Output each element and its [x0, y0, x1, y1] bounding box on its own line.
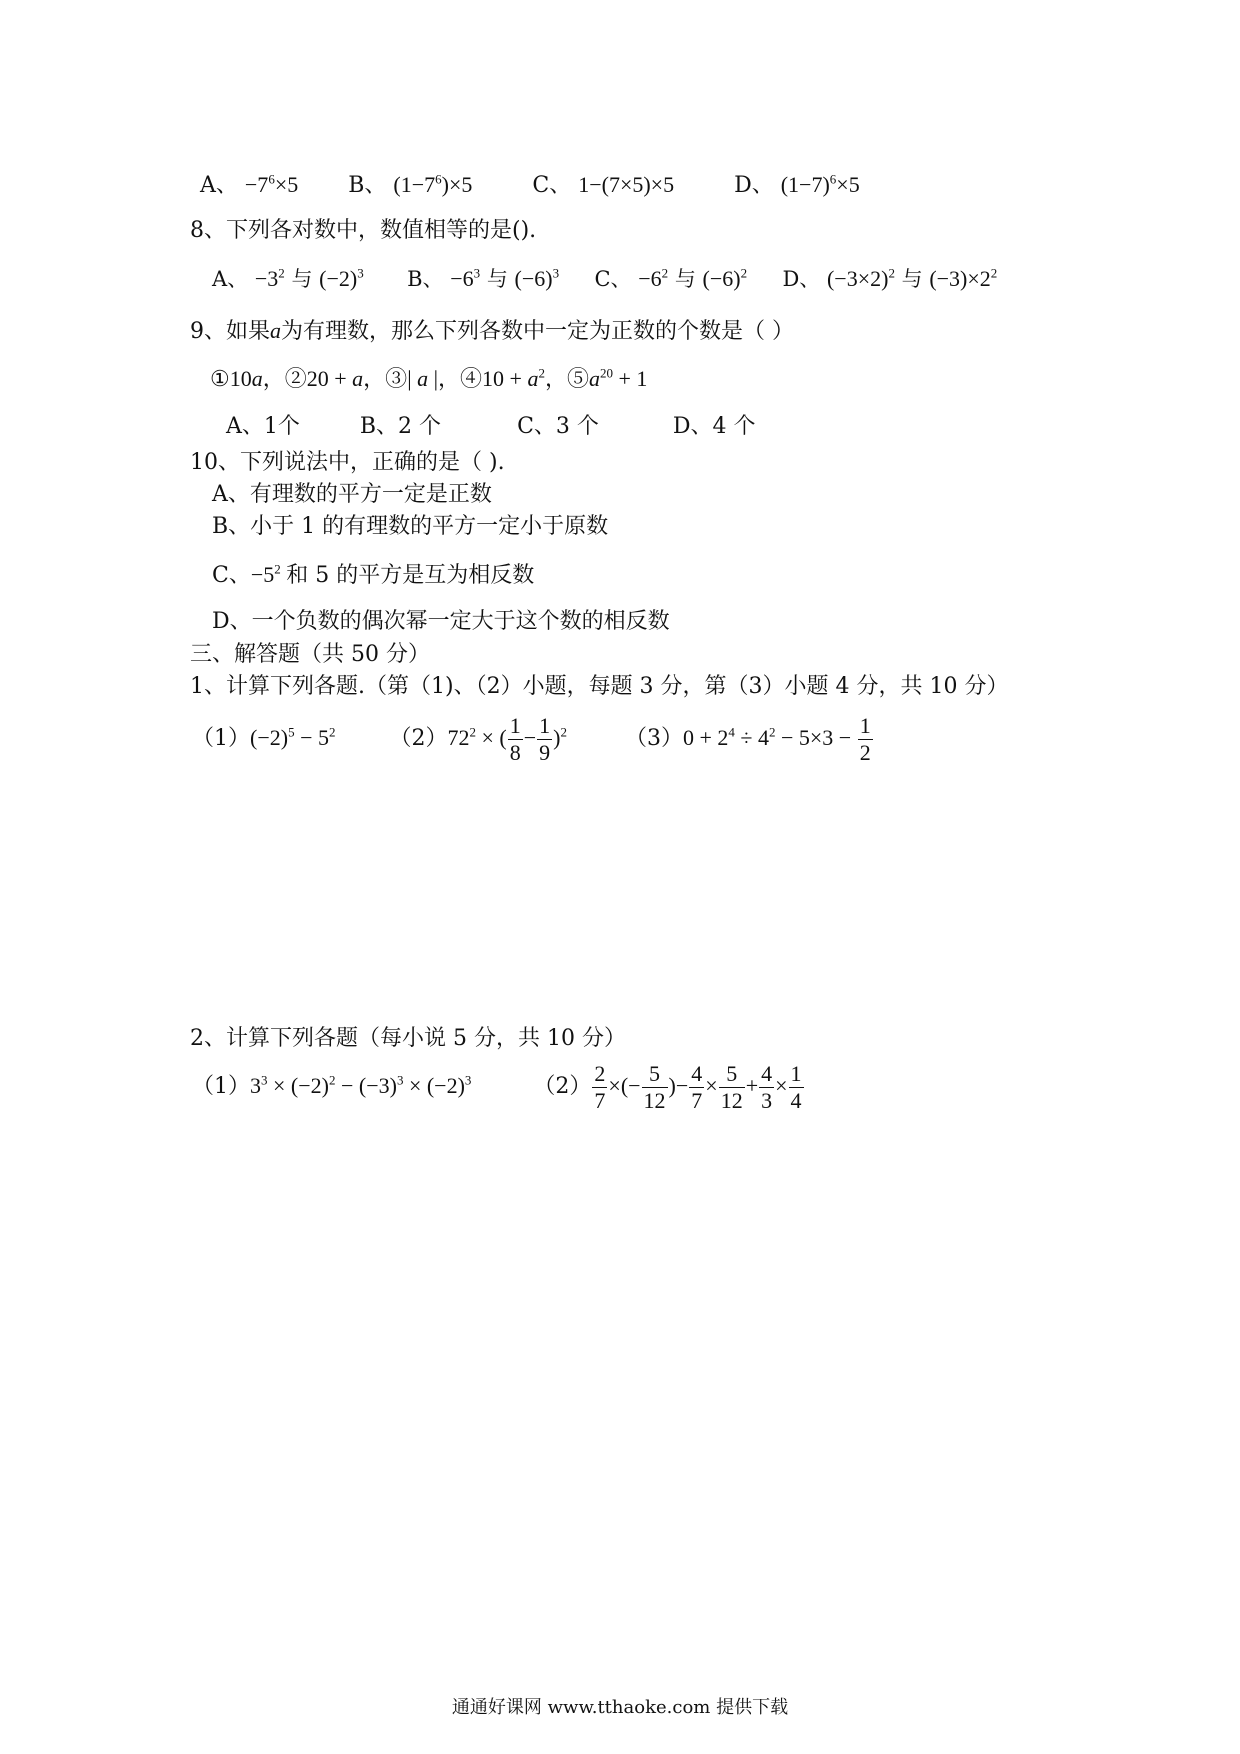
q8-options-row — [212, 264, 997, 294]
p1-sub3-label: （3） — [624, 726, 683, 751]
q7-option-b-label: B、 — [348, 173, 387, 198]
q9-item2-expr: 20 + a — [306, 366, 364, 391]
q8-option-b-expr2: $(-6)^3$ — [514, 265, 560, 291]
q10-option-d: D、一个负数的偶次幂一定大于这个数的相反数 — [212, 609, 670, 634]
q9-option-c: C、3 个 — [517, 414, 599, 439]
q8-option-a-expr2: $(-2)^3$ — [319, 265, 364, 291]
p2-sub1-label: （1） — [192, 1074, 250, 1099]
q7-option-c-label: C、 — [532, 173, 572, 198]
p2-sub2-expr: $\frac{2}{7}$ ×(− $\frac{5}{12}$ )− $\frac{4}{7}$ × $\frac{5}{12}$ + $\frac{4}{3}$ × $\frac{1}{4}$ — [594, 1061, 802, 1114]
q9-stem-start: 9、如果 — [190, 319, 270, 344]
q8-option-d-label: D、 — [782, 267, 821, 291]
p1-sub3-expr: $0 + 2^4 \div 4^2 - 5\times 3$ − $\frac{1}{2}$ — [682, 713, 871, 766]
q9-stem-rest: 为有理数，那么下列各数中一定为正数的个数是（ ） — [281, 319, 794, 344]
q9-item4-label: ，④ — [438, 367, 483, 392]
q8-option-c-expr2: $(-6)^2$ — [702, 265, 748, 291]
q8-stem: 8、下列各对数中，数值相等的是(). — [190, 218, 537, 243]
q9-option-d: D、4 个 — [672, 414, 756, 439]
q9-option-b: B、2 个 — [359, 414, 442, 439]
q7-options-row — [200, 170, 860, 201]
section3-heading: 三、解答题（共 50 分） — [190, 642, 430, 667]
q7-option-d-label: D、 — [734, 173, 774, 198]
q9-item1-expr: 10a — [229, 366, 263, 391]
p1-sub2-label: （2） — [389, 726, 448, 751]
q8-option-c-connector: 与 — [674, 267, 696, 291]
q7-option-d-expr: $(1-7)^6\times 5$ — [780, 171, 860, 197]
q9-item3-expr: | a | — [407, 366, 438, 391]
q10-stem: 10、下列说法中，正确的是（ ). — [190, 450, 505, 475]
q7-option-b-expr: $(1-7^6)\times 5$ — [393, 171, 473, 197]
q8-option-b-expr1: $-6^3$ — [450, 265, 481, 291]
q9-item3-label: ，③ — [363, 367, 408, 392]
q9-item5-expr: $a^{20} + 1$ — [588, 365, 648, 391]
q8-option-a-expr1: $-3^2$ — [254, 265, 285, 291]
p2-sub1-expr: $3^3 \times (-2)^2 - (-3)^3 \times (-2)^3$ — [250, 1072, 472, 1098]
p1-sub1-expr: $(-2)^5 - 5^2$ — [250, 724, 336, 750]
q9-items-row — [210, 364, 647, 395]
footer-text: 通通好课网 www.tthaoke.com 提供下载 — [451, 1697, 789, 1718]
q9-option-a: A、1个 — [226, 414, 300, 439]
q7-option-a-label: A、 — [200, 173, 238, 198]
q8-option-b-label: B、 — [407, 267, 444, 291]
q9-stem — [190, 316, 794, 347]
q9-item1-label: ① — [210, 367, 230, 392]
q8-option-a-label: A、 — [212, 267, 249, 291]
q8-option-b-connector: 与 — [486, 267, 508, 291]
q10-option-c-label: C、 — [212, 563, 251, 588]
q10-option-a: A、有理数的平方一定是正数 — [212, 482, 492, 507]
q7-option-c-expr: 1−(7×5)×5 — [578, 172, 675, 197]
q10-option-c — [212, 560, 534, 591]
p1-stem: 1、计算下列各题.（第（1)、（2）小题，每题 3 分，第（3）小题 4 分，共 10 分） — [190, 674, 1009, 699]
p1-subproblems-row — [192, 712, 874, 766]
q9-item4-expr: $10 + a^2$ — [482, 365, 545, 391]
q8-option-c-expr1: $-6^2$ — [638, 265, 669, 291]
q9-options-row — [226, 412, 756, 442]
q7-option-a-expr: $-7^6\times 5$ — [244, 171, 299, 197]
q8-option-d-expr1: $(-3\times 2)^2$ — [826, 265, 895, 291]
q9-stem-variable: a — [270, 318, 281, 343]
p2-stem: 2、计算下列各题（每小说 5 分，共 10 分） — [190, 1026, 626, 1051]
p2-subproblems-row — [192, 1056, 805, 1117]
p2-sub2-label: （2） — [533, 1074, 592, 1099]
q8-option-d-expr2: $(-3)\times 2^2$ — [929, 265, 998, 291]
q8-option-a-connector: 与 — [291, 267, 313, 291]
p1-sub1-label: （1） — [192, 726, 250, 751]
q8-option-d-connector: 与 — [901, 267, 923, 291]
p1-sub2-expr: $72^2$ × ( $\frac{1}{8}$ − $\frac{1}{9}$ )$^2$ — [447, 713, 567, 766]
q10-option-c-expr: $-5^2$ — [250, 561, 281, 587]
q9-item2-label: ，② — [262, 367, 307, 392]
q10-option-c-rest: 和 5 的平方是互为相反数 — [286, 563, 535, 588]
q9-item5-label: ，⑤ — [544, 367, 589, 392]
q8-option-c-label: C、 — [594, 267, 632, 291]
q10-option-b: B、小于 1 的有理数的平方一定小于原数 — [212, 514, 609, 539]
